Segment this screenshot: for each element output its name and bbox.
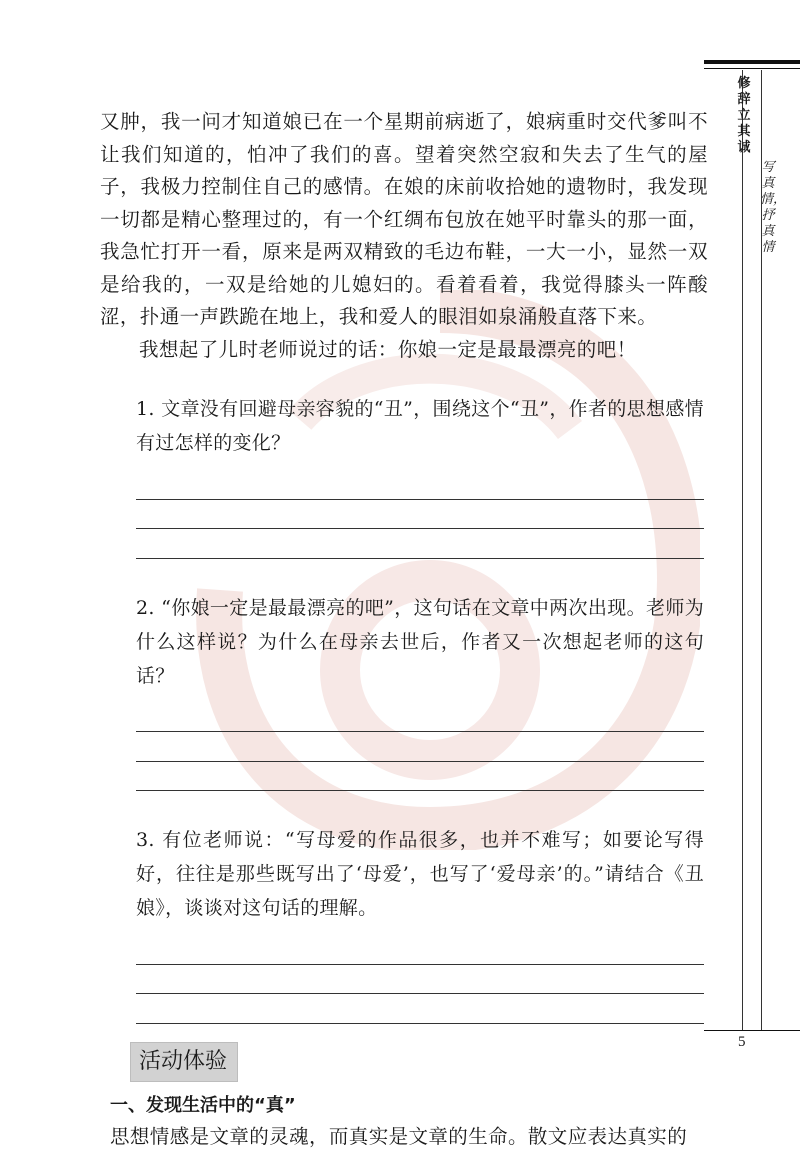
footer-rule bbox=[704, 1030, 800, 1031]
answer-line[interactable] bbox=[136, 732, 704, 762]
sidebar-title: 修辞立其诚 bbox=[737, 76, 751, 155]
answer-line[interactable] bbox=[136, 470, 704, 500]
section-title: 一、发现生活中的“真” bbox=[110, 1094, 296, 1116]
answer-line[interactable] bbox=[136, 994, 704, 1024]
sidebar-top-rule-thin bbox=[704, 68, 800, 69]
page-content bbox=[100, 106, 708, 1152]
sidebar-subtitle: 写真情，抒真情 bbox=[760, 160, 787, 255]
answer-line[interactable] bbox=[136, 703, 704, 733]
page-number: 5 bbox=[738, 1034, 746, 1050]
answer-line[interactable] bbox=[136, 500, 704, 530]
sidebar bbox=[704, 60, 800, 1030]
answer-area-1[interactable] bbox=[136, 470, 704, 559]
answer-line[interactable] bbox=[136, 935, 704, 965]
sidebar-divider-left bbox=[742, 70, 743, 1030]
answer-area-3[interactable] bbox=[136, 935, 704, 1024]
question-3: 3. 有位老师说：“写母爱的作品很多，也并不难写；如要论写得好，往往是那些既写出了‘母爱’，也写了‘爱母亲’的。”请结合《丑娘》，谈谈对这句话的理解。 bbox=[136, 829, 704, 919]
activity-heading: 活动体验 bbox=[130, 1042, 238, 1082]
answer-area-2[interactable] bbox=[136, 703, 704, 792]
activity-text: 思想情感是文章的灵魂，而真实是文章的生命。散文应表达真实的 bbox=[110, 1124, 688, 1148]
question-1: 1. 文章没有回避母亲容貌的“丑”，围绕这个“丑”，作者的思想感情有过怎样的变化？ bbox=[136, 398, 704, 454]
answer-line[interactable] bbox=[136, 762, 704, 792]
passage-paragraph-2: 我想起了儿时老师说过的话：你娘一定是最最漂亮的吧！ bbox=[139, 337, 637, 361]
sidebar-top-rule bbox=[704, 60, 800, 64]
answer-line[interactable] bbox=[136, 965, 704, 995]
passage-paragraph-1: 又肿，我一问才知道娘已在一个星期前病逝了，娘病重时交代爹叫不让我们知道的，怕冲了我们的喜。望着突然空寂和失去了生气的屋子，我极力控制住自己的感情。在娘的床前收拾她的遗物时，我发现一切都是精心整理过的，有一个红绸布包放在她平时靠头的那一面，我急忙打开一看，原来是两双精致的毛边布鞋，一大一小，显然一双是给我的，一双是给她的儿媳妇的。看着看着，我觉得膝头一阵酸涩，扑通一声跌跪在地上，我和爱人的眼泪如泉涌般直落下来。 bbox=[100, 110, 708, 328]
answer-line[interactable] bbox=[136, 529, 704, 559]
question-2: 2. “你娘一定是最最漂亮的吧”，这句话在文章中两次出现。老师为什么这样说？为什么在母亲去世后，作者又一次想起老师的这句话？ bbox=[136, 596, 704, 687]
